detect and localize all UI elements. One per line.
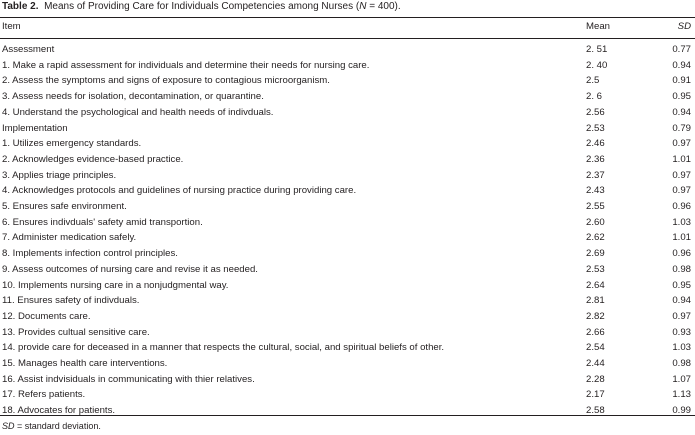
row-item: 14. provide care for deceased in a manner that respects the cultural, social, and spiritual beliefs of other. (2, 342, 445, 354)
row-mean: 2.66 (586, 326, 605, 338)
row-item: Implementation (2, 122, 68, 134)
row-mean: 2.17 (586, 389, 605, 401)
table-row (0, 216, 695, 229)
table-row (0, 357, 695, 370)
row-sd: 1.01 (672, 153, 691, 165)
row-sd: 0.96 (672, 248, 691, 260)
table-row (0, 200, 695, 213)
row-item: 10. Implements nursing care in a nonjudgmental way. (2, 279, 229, 291)
row-mean: 2.36 (586, 153, 605, 165)
row-mean: 2.53 (586, 122, 605, 134)
row-item: 9. Assess outcomes of nursing care and revise it as needed. (2, 263, 258, 275)
row-mean: 2.81 (586, 295, 605, 307)
table-row (0, 294, 695, 307)
row-item: 3. Assess needs for isolation, decontamination, or quarantine. (2, 91, 264, 103)
row-item: 13. Provides cultual sensitive care. (2, 326, 150, 338)
row-item: 7. Administer medication safely. (2, 232, 137, 244)
row-item: 3. Applies triage principles. (2, 169, 117, 181)
row-item: 16. Assist indvisiduals in communicating with thier relatives. (2, 373, 255, 385)
table-row (0, 122, 695, 135)
row-sd: 0.97 (672, 138, 691, 150)
caption-n-var: N (359, 1, 367, 12)
row-mean: 2.60 (586, 216, 605, 228)
header-item: Item (2, 21, 21, 32)
row-item: 1. Make a rapid assessment for individuals and determine their needs for nursing care. (2, 59, 370, 71)
table-label: Table 2. (2, 1, 39, 12)
row-sd: 0.98 (672, 358, 691, 369)
row-sd: 1.01 (672, 232, 691, 244)
row-mean: 2.43 (586, 185, 605, 197)
table-row (0, 74, 695, 87)
row-mean: 2. 40 (586, 59, 608, 71)
table-row (0, 263, 695, 276)
row-item: 12. Documents care. (2, 310, 91, 322)
row-sd: 1.03 (672, 342, 691, 354)
table-header-row (0, 20, 695, 33)
row-sd: 0.77 (672, 44, 691, 55)
row-item: 18. Advocates for patients. (2, 405, 116, 417)
table-row (0, 388, 695, 401)
caption-text: Means of Providing Care for Individuals Competencies among Nurses ( (44, 1, 360, 12)
row-item: 2. Acknowledges evidence-based practice. (2, 153, 184, 165)
row-sd: 1.07 (672, 373, 691, 385)
row-mean: 2.5 (586, 75, 600, 87)
row-mean: 2.56 (586, 106, 605, 118)
row-mean: 2.53 (586, 263, 605, 275)
row-sd: 0.91 (672, 75, 691, 87)
row-sd: 0.95 (672, 279, 691, 291)
row-item: 1. Utilizes emergency standards. (2, 138, 142, 150)
row-sd: 0.97 (672, 185, 691, 197)
table-row (0, 231, 695, 244)
table-row (0, 90, 695, 103)
table-row (0, 169, 695, 182)
row-sd: 1.13 (672, 389, 691, 401)
row-mean: 2.28 (586, 373, 605, 385)
table-row (0, 137, 695, 150)
row-sd: 1.03 (672, 216, 691, 228)
header-rule (0, 38, 695, 39)
table-row (0, 43, 695, 56)
row-mean: 2.55 (586, 201, 605, 212)
row-sd: 0.93 (672, 326, 691, 338)
table-footnote (2, 420, 101, 432)
row-item: 4. Acknowledges protocols and guidelines of nursing practice during providing care. (2, 185, 357, 197)
row-mean: 2.44 (586, 358, 605, 369)
table-row (0, 153, 695, 166)
row-mean: 2.64 (586, 279, 605, 291)
row-sd: 0.94 (672, 295, 691, 307)
row-item: 8. Implements infection control principles. (2, 248, 178, 260)
row-mean: 2.62 (586, 232, 605, 244)
row-mean: 2.54 (586, 342, 605, 354)
row-sd: 0.79 (672, 122, 691, 134)
row-sd: 0.97 (672, 169, 691, 181)
row-sd: 0.98 (672, 263, 691, 275)
row-mean: 2.46 (586, 138, 605, 150)
table-row (0, 184, 695, 197)
table-row (0, 310, 695, 323)
row-mean: 2.82 (586, 310, 605, 322)
row-mean: 2. 6 (586, 91, 603, 103)
table-row (0, 326, 695, 339)
bottom-rule (0, 415, 695, 416)
row-sd: 0.94 (672, 106, 691, 118)
header-mean: Mean (586, 21, 610, 32)
header-sd: SD (677, 21, 691, 32)
row-item: 17. Refers patients. (2, 389, 86, 401)
table-caption (2, 0, 692, 13)
row-item: Assessment (2, 44, 55, 55)
row-sd: 0.95 (672, 91, 691, 103)
caption-n-val: = 400). (366, 1, 401, 12)
table-row (0, 373, 695, 386)
row-mean: 2.69 (586, 248, 605, 260)
table-row (0, 341, 695, 354)
row-mean: 2.58 (586, 405, 605, 417)
top-rule (0, 17, 695, 18)
row-item: 11. Ensures safety of indivduals. (2, 295, 140, 307)
row-sd: 0.96 (672, 201, 691, 212)
row-item: 4. Understand the psychological and health needs of indivduals. (2, 106, 274, 118)
table-row (0, 59, 695, 72)
footnote-text: = standard deviation. (14, 421, 101, 431)
row-sd: 0.99 (672, 405, 691, 417)
row-item: 6. Ensures indivduals' safety amid transportion. (2, 216, 203, 228)
table-row (0, 279, 695, 292)
row-item: 5. Ensures safe environment. (2, 201, 127, 212)
row-item: 15. Manages health care interventions. (2, 358, 168, 369)
footnote-abbr: SD (2, 421, 15, 431)
row-sd: 0.97 (672, 310, 691, 322)
row-item: 2. Assess the symptoms and signs of exposure to contagious microorganism. (2, 75, 330, 87)
row-mean: 2.37 (586, 169, 605, 181)
row-mean: 2. 51 (586, 44, 608, 55)
table-row (0, 106, 695, 119)
row-sd: 0.94 (672, 59, 691, 71)
table-row (0, 247, 695, 260)
